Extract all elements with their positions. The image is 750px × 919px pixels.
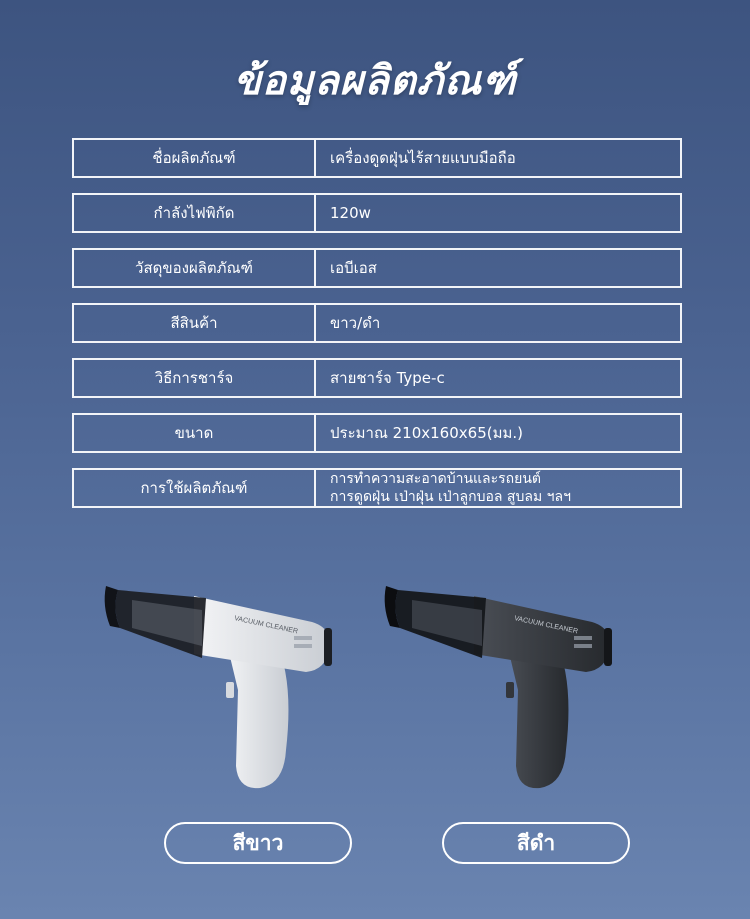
spec-value: ประมาณ 210x160x65(มม.) — [330, 424, 523, 442]
spec-label: การใช้ผลิตภัณฑ์ — [74, 470, 316, 506]
white-vacuum-image — [98, 570, 338, 810]
page-title: ข้อมูลผลิตภัณฑ์ — [233, 58, 517, 104]
spec-value: เอบีเอส — [330, 259, 377, 277]
spec-value — [316, 470, 680, 506]
spec-label: สีสินค้า — [74, 305, 316, 341]
spec-label: ขนาด — [74, 415, 316, 451]
spec-label: กำลังไฟพิกัด — [74, 195, 316, 231]
usage-line-2: การดูดฝุ่น เป่าฝุ่น เป่าลูกบอล สูบลม ฯลฯ — [330, 489, 571, 505]
black-vacuum-image — [378, 570, 618, 810]
spec-row-product-name — [72, 138, 682, 178]
spec-row-rated-power — [72, 193, 682, 233]
spec-row-size — [72, 413, 682, 453]
spec-value: ขาว/ดำ — [330, 314, 381, 332]
spec-row-charging — [72, 358, 682, 398]
spec-value: สายชาร์จ Type-c — [330, 369, 445, 387]
black-vacuum-label: VACUUM CLEANER — [513, 615, 579, 636]
spec-row-usage — [72, 468, 682, 508]
spec-label: วิธีการชาร์จ — [74, 360, 316, 396]
spec-row-material — [72, 248, 682, 288]
spec-label: วัสดุของผลิตภัณฑ์ — [74, 250, 316, 286]
spec-value: เครื่องดูดฝุ่นไร้สายแบบมือถือ — [330, 149, 516, 167]
spec-label: ชื่อผลิตภัณฑ์ — [74, 140, 316, 176]
white-color-button[interactable]: สีขาว — [164, 822, 352, 864]
spec-value: 120w — [330, 204, 371, 222]
white-vacuum-label: VACUUM CLEANER — [233, 615, 299, 636]
usage-line-1: การทำความสะอาดบ้านและรถยนต์ — [330, 471, 541, 487]
spec-row-color — [72, 303, 682, 343]
black-color-button[interactable]: สีดำ — [442, 822, 630, 864]
